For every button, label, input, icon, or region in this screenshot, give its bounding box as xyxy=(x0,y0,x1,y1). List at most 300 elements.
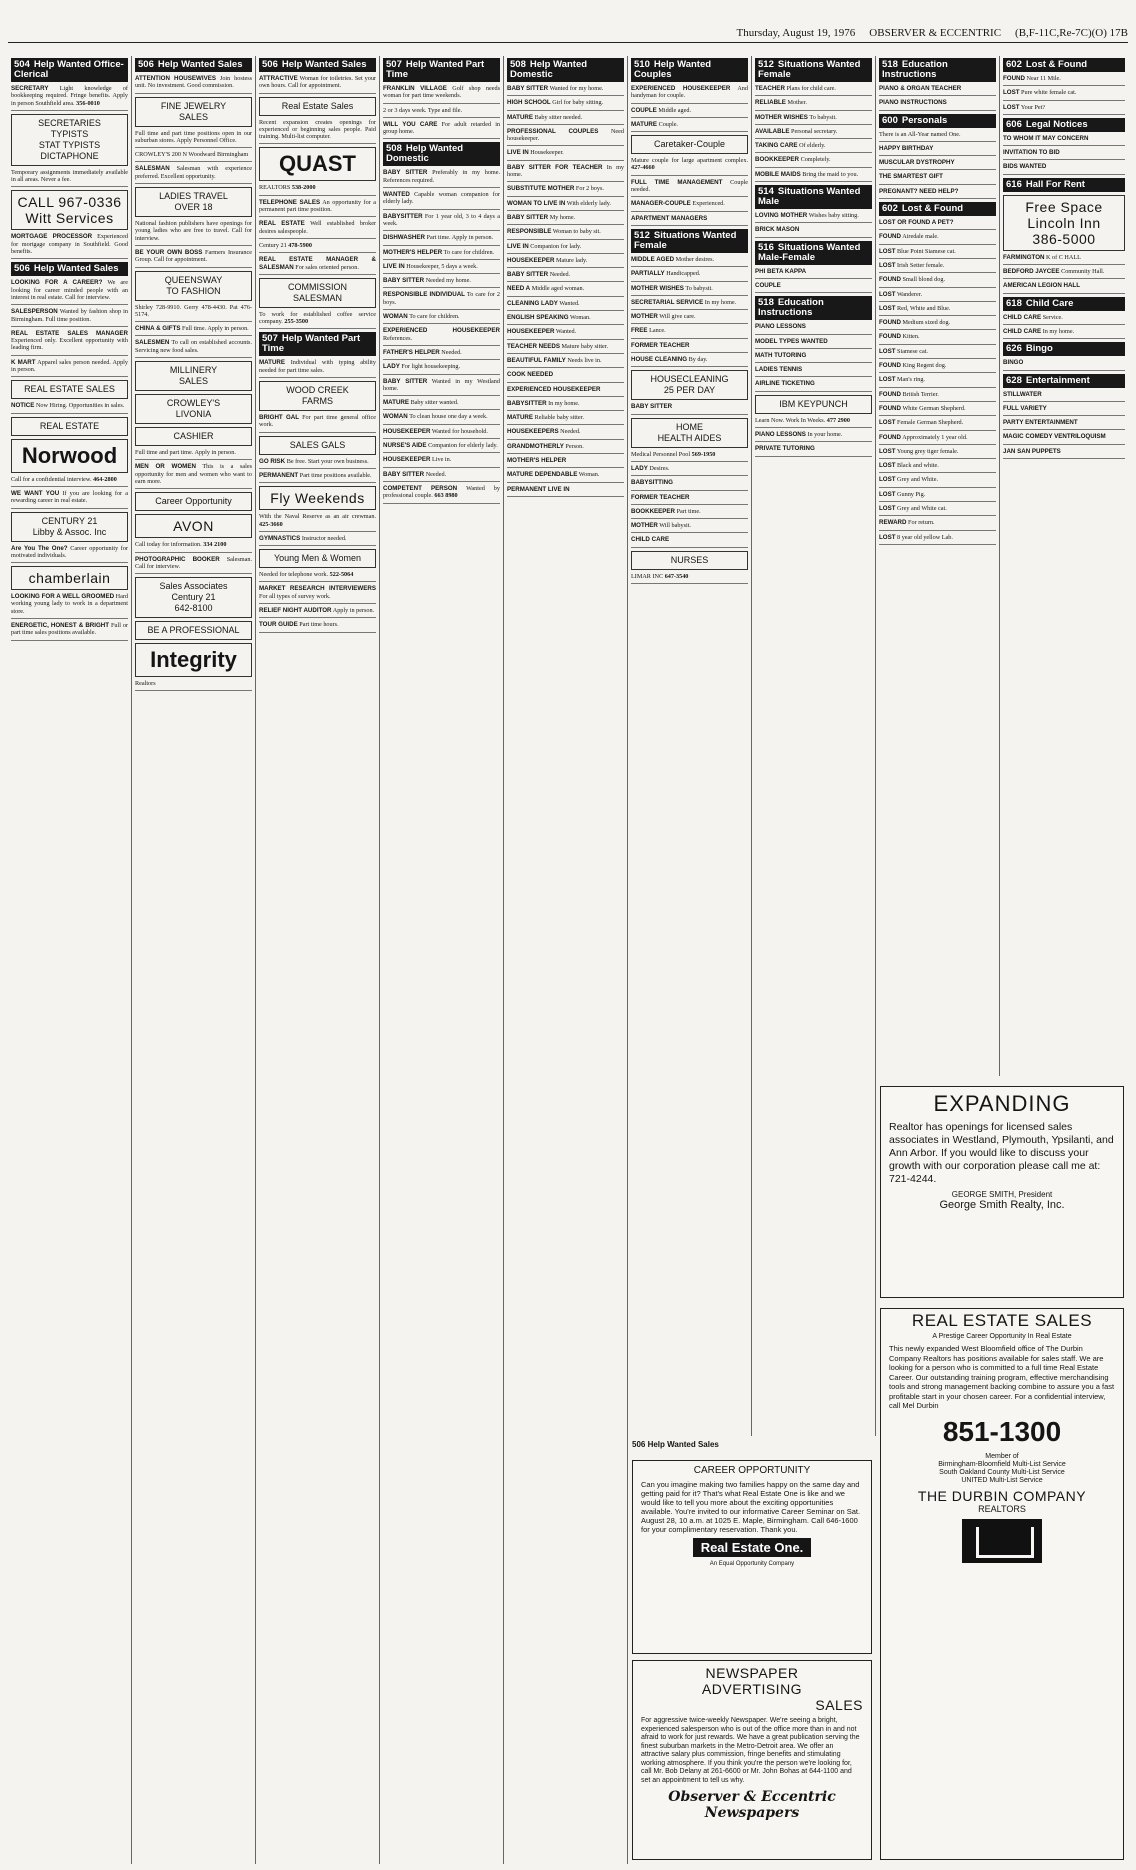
ad-lead: Are You The One? xyxy=(11,544,68,552)
ad-body: Apparel sales person needed. Apply in person. xyxy=(11,358,128,374)
display-ad-line: Young Men & Women xyxy=(273,553,362,564)
ad-divider xyxy=(383,467,500,468)
classified-ad xyxy=(1003,89,1125,96)
display-ad-line: Fly Weekends xyxy=(270,490,365,507)
ad-divider xyxy=(507,353,624,354)
classified-ad xyxy=(507,343,624,350)
ad-lead: WOMAN xyxy=(383,313,408,321)
ad-lead: MANAGER-COUPLE xyxy=(631,200,691,208)
ad-body: Wanderer. xyxy=(896,290,923,298)
classified-ad xyxy=(879,145,996,152)
ad-divider xyxy=(631,211,748,212)
ad-divider xyxy=(879,329,996,330)
classified-ad xyxy=(1003,433,1125,440)
ad-body: To babysit. xyxy=(685,284,713,292)
ad-body: Part time. Apply in person. xyxy=(426,234,494,242)
ad-body: This is a sales opportunity for men and women who want to earn more. xyxy=(135,463,253,485)
ad-body: To call on established accounts. Servicing new food sales. xyxy=(135,339,252,354)
ad-body: Red, White and Blue. xyxy=(897,304,951,312)
ad-lead: LOVING MOTHER xyxy=(755,212,808,220)
ad-body: Wanted. xyxy=(559,299,580,307)
classified-ad xyxy=(879,276,996,283)
display-ad-line: TO FASHION xyxy=(166,285,221,296)
classified-ad xyxy=(755,445,872,452)
ad-divider xyxy=(507,110,624,111)
display-ad-line: 642-8100 xyxy=(174,603,213,614)
ad-body: We are looking for career minded people with an interest in real estate. Call for interview. xyxy=(11,279,128,301)
ad-lead: COUPLE xyxy=(631,106,657,114)
section-number: 628 xyxy=(1006,374,1022,386)
ad-divider xyxy=(755,292,872,293)
display-ad-line: CROWLEY'S xyxy=(166,398,221,409)
ad-lead: ENERGETIC, HONEST & BRIGHT xyxy=(11,622,110,630)
display-ad xyxy=(135,427,252,446)
display-ad xyxy=(259,486,376,510)
classified-ad xyxy=(383,399,500,406)
ad-divider xyxy=(507,296,624,297)
ad-divider xyxy=(879,515,996,516)
classified-ad xyxy=(631,107,748,114)
classified-ad xyxy=(755,171,872,178)
ad-divider xyxy=(135,161,252,162)
classified-ad xyxy=(507,243,624,250)
classified-ad xyxy=(879,462,996,469)
classified-ad xyxy=(259,607,376,614)
display-ad-line: SALES GALS xyxy=(289,439,346,450)
section-title: Child Care xyxy=(1025,297,1074,309)
section-header xyxy=(755,241,872,265)
ad-body: Individual with typing ability needed for part time sales. xyxy=(259,359,376,374)
ad-divider xyxy=(135,573,252,574)
ad-body: To care for children. xyxy=(409,313,460,321)
ad-lead: LADIES TENNIS xyxy=(755,366,803,374)
section-title: Help Wanted Sales xyxy=(157,59,243,70)
section-header xyxy=(1003,374,1125,388)
ad-divider xyxy=(383,409,500,410)
ad-divider xyxy=(259,238,376,239)
ad-divider xyxy=(755,95,872,96)
classified-ad xyxy=(11,359,128,374)
display-ad xyxy=(11,114,128,166)
ad-body: Realtor has openings for licensed sales associates in Westland, Plymouth, Ypsilanti, and Ann Arbor. If you would like to discuss your growth with our corporation please call me at: 721-4244. xyxy=(889,1121,1114,1185)
newspaper-advertising-ad xyxy=(632,1660,872,1860)
ad-body: Need housekeeper. xyxy=(507,127,624,143)
ad-divider xyxy=(507,396,624,397)
classified-ad xyxy=(755,114,872,121)
ad-body: Man's ring. xyxy=(897,376,925,384)
ad-divider xyxy=(507,196,624,197)
ad-divider xyxy=(879,169,996,170)
ad-divider xyxy=(259,274,376,275)
ad-lead: FRANKLIN VILLAGE xyxy=(383,85,447,92)
classified-ad xyxy=(135,339,252,354)
member-list-2: South Oakland County Multi-List Service xyxy=(939,1468,1065,1476)
ad-lead: ENGLISH SPEAKING xyxy=(507,314,569,322)
ad-body: Housekeeper. xyxy=(530,149,564,157)
ad-divider xyxy=(1003,458,1125,459)
ad-lead: HAPPY BIRTHDAY xyxy=(879,144,934,152)
ad-lead: NOTICE xyxy=(11,402,35,410)
classified-ad xyxy=(383,291,500,306)
classified-ad xyxy=(507,357,624,364)
section-title: Help Wanted Domestic xyxy=(510,59,588,80)
ad-lead: MOBILE MAIDS xyxy=(755,170,801,178)
ad-title: EXPANDING xyxy=(933,1091,1071,1116)
display-ad xyxy=(11,566,128,590)
ad-body: Woman for toiletries. Set your own hours. Call for appointment. xyxy=(259,75,376,90)
ad-divider xyxy=(755,362,872,363)
classified-ad xyxy=(259,359,376,374)
ad-divider xyxy=(1003,444,1125,445)
ad-divider xyxy=(631,583,748,584)
ad-divider xyxy=(755,334,872,335)
ad-body: Needed for telephone work. xyxy=(259,571,329,579)
ad-body: Part time hours. xyxy=(299,621,339,629)
classified-ad xyxy=(879,305,996,312)
classified-ad xyxy=(259,585,376,600)
classified-ad xyxy=(879,319,996,326)
ad-divider xyxy=(135,93,252,94)
ad-lead: MOTHER xyxy=(631,313,658,321)
ad-body: To care for 2 boys. xyxy=(383,291,500,306)
ad-body: Community Hall. xyxy=(1061,268,1105,276)
ad-body: To work for established coffee service company. xyxy=(259,310,376,326)
ad-lead: FORMER TEACHER xyxy=(631,493,690,501)
ad-body: Wanted for my home. xyxy=(549,85,604,92)
ad-body: Temporary assignments immediately available in all areas. Never a fee. xyxy=(11,168,128,184)
ad-body: In my home. xyxy=(507,163,625,179)
ad-lead: FARMINGTON xyxy=(1003,253,1045,261)
ad-divider xyxy=(631,295,748,296)
ad-divider xyxy=(755,110,872,111)
classified-ad xyxy=(879,248,996,255)
ad-divider xyxy=(11,508,128,509)
section-number: 518 xyxy=(882,59,898,70)
ad-divider xyxy=(507,281,624,282)
classified-ad xyxy=(507,285,624,292)
ad-body: Farmers Insurance Group. Call for appointment. xyxy=(135,248,252,264)
column-9 xyxy=(1000,56,1128,1076)
ad-body: Call for a confidential interview. xyxy=(11,475,92,483)
ad-divider xyxy=(1003,159,1125,160)
classified-columns xyxy=(8,56,1128,1864)
ad-divider xyxy=(383,138,500,139)
section-title: Lost & Found xyxy=(901,203,964,215)
ad-body: Learn Now. Work In Weeks. xyxy=(755,416,826,424)
classified-ad xyxy=(879,476,996,483)
display-ad xyxy=(135,577,252,618)
ad-lead: BEAUTIFUL FAMILY xyxy=(507,356,566,364)
ad-divider xyxy=(507,267,624,268)
classified-ad xyxy=(507,200,624,207)
ad-lead: LOST xyxy=(879,476,896,484)
ad-divider xyxy=(259,377,376,378)
ad-lead: MAGIC COMEDY VENTRILOQUISM xyxy=(1003,433,1106,441)
section-header xyxy=(11,262,128,276)
classified-ad xyxy=(11,402,128,409)
ad-body: LIMAR INC xyxy=(631,572,664,580)
ad-divider xyxy=(383,481,500,482)
ad-lead: FOUND xyxy=(879,390,901,398)
ad-divider xyxy=(383,374,500,375)
display-ad-line: Integrity xyxy=(150,647,237,673)
classified-ad xyxy=(135,325,252,332)
display-ad xyxy=(631,135,748,154)
issue-date: Thursday, August 19, 1976 xyxy=(736,27,856,39)
classified-ad xyxy=(755,142,872,149)
ad-lead: LOOKING FOR A CAREER? xyxy=(11,279,103,287)
ad-body: Baby sitter wanted. xyxy=(410,399,459,407)
ad-body: Woman. xyxy=(578,471,600,479)
ad-lead: RELIABLE xyxy=(755,99,786,107)
ad-lead: MODEL TYPES WANTED xyxy=(755,337,828,345)
classified-ad xyxy=(507,228,624,235)
ad-lead: AMERICAN LEGION HALL xyxy=(1003,282,1080,290)
classified-ad xyxy=(1003,135,1125,142)
ad-body: For all types of survey work. xyxy=(259,592,331,600)
ad-divider xyxy=(631,475,748,476)
ad-body: Blue Point Siamese cat. xyxy=(897,247,956,255)
ad-body: Wanted by fashion shop in Birmingham. Full time position. xyxy=(11,308,128,323)
classified-ad xyxy=(383,85,500,100)
ad-body: Of elderly. xyxy=(799,142,826,150)
ad-body: Wanted by professional couple. xyxy=(383,484,500,500)
ad-lead: PRIVATE TUTORING xyxy=(755,445,815,453)
ad-divider xyxy=(631,518,748,519)
classified-ad xyxy=(879,99,996,106)
classified-ad xyxy=(879,448,996,455)
ad-body: Female German Shepherd. xyxy=(897,419,964,427)
ad-divider xyxy=(383,117,500,118)
ad-body: Couple needed. xyxy=(631,178,748,194)
ad-divider xyxy=(879,287,996,288)
ad-lead: FULL TIME MANAGEMENT xyxy=(631,178,723,186)
ad-divider xyxy=(259,531,376,532)
section-header xyxy=(631,229,748,253)
ad-divider xyxy=(1003,370,1125,371)
ad-divider xyxy=(383,287,500,288)
ad-divider xyxy=(259,216,376,217)
ad-lead: FOUND xyxy=(879,233,901,241)
ad-divider xyxy=(1003,114,1125,115)
ad-divider xyxy=(879,244,996,245)
ad-divider xyxy=(631,309,748,310)
ad-body: Hard working young lady to work in a department store. xyxy=(11,593,129,615)
ad-divider xyxy=(755,376,872,377)
ad-body: Experienced. xyxy=(692,200,725,208)
ad-lead: LOST xyxy=(879,505,896,513)
classified-ad xyxy=(383,249,500,256)
classified-ad xyxy=(135,541,252,548)
ad-body: Experienced only. Excellent opportunity with leading firm. xyxy=(11,337,128,352)
ad-title: REAL ESTATE SALES xyxy=(911,1311,1093,1330)
section-title: Help Wanted Couples xyxy=(634,59,712,80)
ad-body: Grey and White cat. xyxy=(897,505,947,513)
ad-divider xyxy=(507,453,624,454)
ad-lead: LOST OR FOUND A PET? xyxy=(879,219,954,227)
ad-lead: LOST xyxy=(879,533,896,541)
ad-lead: RELIEF NIGHT AUDITOR xyxy=(259,607,332,615)
ad-divider xyxy=(631,196,748,197)
ad-lead: TELEPHONE SALES xyxy=(259,198,321,206)
ad-body: Companion for elderly lady. xyxy=(428,442,498,450)
ad-lead: CHILD CARE xyxy=(631,536,670,544)
ad-lead: LIVE IN xyxy=(507,149,529,157)
ad-lead: PIANO LESSONS xyxy=(755,323,806,331)
classified-ad xyxy=(507,486,624,493)
classified-ad xyxy=(259,414,376,429)
ad-divider xyxy=(507,467,624,468)
ad-lead: MATURE xyxy=(507,113,534,121)
ad-divider xyxy=(11,258,128,259)
ad-lead: LOST xyxy=(879,376,896,384)
ad-body: Gunny Pig. xyxy=(897,490,926,498)
ad-divider xyxy=(507,482,624,483)
ad-lead: BABY SITTER xyxy=(507,271,549,279)
classified-ad xyxy=(507,371,624,378)
ad-lead: PIANO INSTRUCTIONS xyxy=(879,99,947,107)
classified-ad xyxy=(507,185,624,192)
expanding-ad xyxy=(880,1086,1124,1298)
display-ad-line: Witt Services xyxy=(25,210,114,227)
ad-body: British Terrier. xyxy=(902,390,939,398)
column-2 xyxy=(132,56,256,1864)
classified-ad xyxy=(11,545,128,560)
ad-divider xyxy=(879,110,996,111)
classified-ad xyxy=(631,536,748,543)
section-number: 506 xyxy=(14,263,30,275)
ad-divider xyxy=(383,273,500,274)
company-name: THE DURBIN COMPANY xyxy=(917,1487,1087,1504)
section-header xyxy=(507,58,624,82)
ad-divider xyxy=(879,344,996,345)
ad-divider xyxy=(11,640,128,641)
ad-lead: MOTHER'S HELPER xyxy=(507,457,567,465)
ad-divider xyxy=(383,359,500,360)
classified-ad xyxy=(879,131,996,138)
signature-name: GEORGE SMITH, President xyxy=(951,1190,1053,1199)
ad-title-2: ADVERTISING xyxy=(701,1681,803,1697)
classified-ad xyxy=(135,75,252,90)
ad-divider xyxy=(879,544,996,545)
ad-body: Wanted in my Westland home. xyxy=(383,377,500,392)
section-header xyxy=(1003,58,1125,72)
ad-lead: EXPERIENCED HOUSEKEEPER xyxy=(631,85,731,92)
section-number: 626 xyxy=(1006,343,1022,355)
classified-ad xyxy=(879,519,996,526)
ad-divider xyxy=(507,160,624,161)
ad-divider xyxy=(755,167,872,168)
display-ad xyxy=(259,436,376,455)
ad-lead: LOST xyxy=(879,247,896,255)
display-ad-line: LADIES TRAVEL xyxy=(159,191,228,202)
classified-ad xyxy=(879,491,996,498)
ad-lead: FOUND xyxy=(1003,75,1025,82)
ad-lead: CHINA & GIFTS xyxy=(135,325,181,333)
classified-ad xyxy=(755,282,872,289)
ad-lead: MATURE DEPENDABLE xyxy=(507,471,578,479)
ad-body: To babysit. xyxy=(809,113,837,121)
ad-body: Needed. xyxy=(441,348,462,356)
ad-lead: PERMANENT LIVE IN xyxy=(507,485,570,493)
ad-lead: HOUSEKEEPER xyxy=(383,427,431,435)
section-title: Situations Wanted Male-Female xyxy=(758,241,861,263)
section-title: Personals xyxy=(901,114,948,126)
display-ad-line: CALL 967-0336 xyxy=(17,194,122,211)
ad-lead: MUSCULAR DYSTROPHY xyxy=(879,159,955,167)
display-ad xyxy=(259,278,376,308)
ad-divider xyxy=(507,210,624,211)
ad-lead: EXPERIENCED HOUSEKEEPER xyxy=(383,327,500,335)
ad-body: With the Naval Reserve as an air crewman. xyxy=(259,513,376,521)
ad-divider xyxy=(879,372,996,373)
classified-ad xyxy=(755,417,872,424)
ad-body: Mother desires. xyxy=(675,255,715,263)
section-header xyxy=(11,58,128,82)
paper-name: OBSERVER & ECCENTRIC xyxy=(869,27,1002,39)
column-8 xyxy=(876,56,1000,1076)
section-number: 508 xyxy=(510,59,526,70)
display-ad xyxy=(259,147,376,181)
ad-body: Housekeeper, 5 days a week. xyxy=(406,262,478,270)
ad-divider xyxy=(383,438,500,439)
ad-lead: BABY SITTER FOR TEACHER xyxy=(507,163,603,171)
ad-divider xyxy=(755,181,872,182)
ad-body: Full time. Apply in person. xyxy=(182,325,249,333)
ad-divider xyxy=(383,395,500,396)
ad-body: With elderly lady. xyxy=(566,199,611,207)
career-opportunity-ad xyxy=(632,1460,872,1654)
display-ad-line: IBM KEYPUNCH xyxy=(779,398,848,409)
ad-lead: BABY SITTER xyxy=(631,403,673,411)
ad-divider xyxy=(879,487,996,488)
classified-ad xyxy=(383,191,500,206)
display-ad xyxy=(135,271,252,301)
ad-body: 2 or 3 days week. Type and file. xyxy=(383,106,463,114)
ad-body: Near 11 Mile. xyxy=(1026,75,1061,82)
ad-divider xyxy=(259,432,376,433)
classified-ad xyxy=(383,349,500,356)
display-ad-line: DICTAPHONE xyxy=(40,150,99,161)
ad-divider xyxy=(879,501,996,502)
classified-ad xyxy=(755,352,872,359)
ad-lead: SALESMAN xyxy=(135,165,170,173)
ad-body: White German Shepherd. xyxy=(902,404,966,412)
display-ad-line: NURSES xyxy=(670,554,709,565)
ad-divider xyxy=(879,229,996,230)
section-number: 618 xyxy=(1006,297,1022,309)
ad-divider xyxy=(631,338,748,339)
classified-ad xyxy=(135,220,252,242)
classified-ad xyxy=(755,156,872,163)
section-number: 516 xyxy=(758,241,774,253)
display-ad-line: WOOD CREEK xyxy=(286,385,349,396)
ad-divider xyxy=(507,496,624,497)
ad-lead: PHOTOGRAPHIC BOOKER xyxy=(135,555,220,563)
display-ad-line: CASHIER xyxy=(173,431,214,442)
section-number: 512 xyxy=(634,229,650,241)
classified-ad xyxy=(879,173,996,180)
classified-ad xyxy=(879,159,996,166)
classified-ad xyxy=(507,400,624,407)
classified-ad xyxy=(631,85,748,100)
classified-ad xyxy=(383,442,500,449)
classified-ad xyxy=(259,458,376,465)
classified-ad xyxy=(383,327,500,342)
ad-phone: 538-2000 xyxy=(291,184,316,192)
classified-ad xyxy=(755,212,872,219)
classified-ad xyxy=(755,366,872,373)
